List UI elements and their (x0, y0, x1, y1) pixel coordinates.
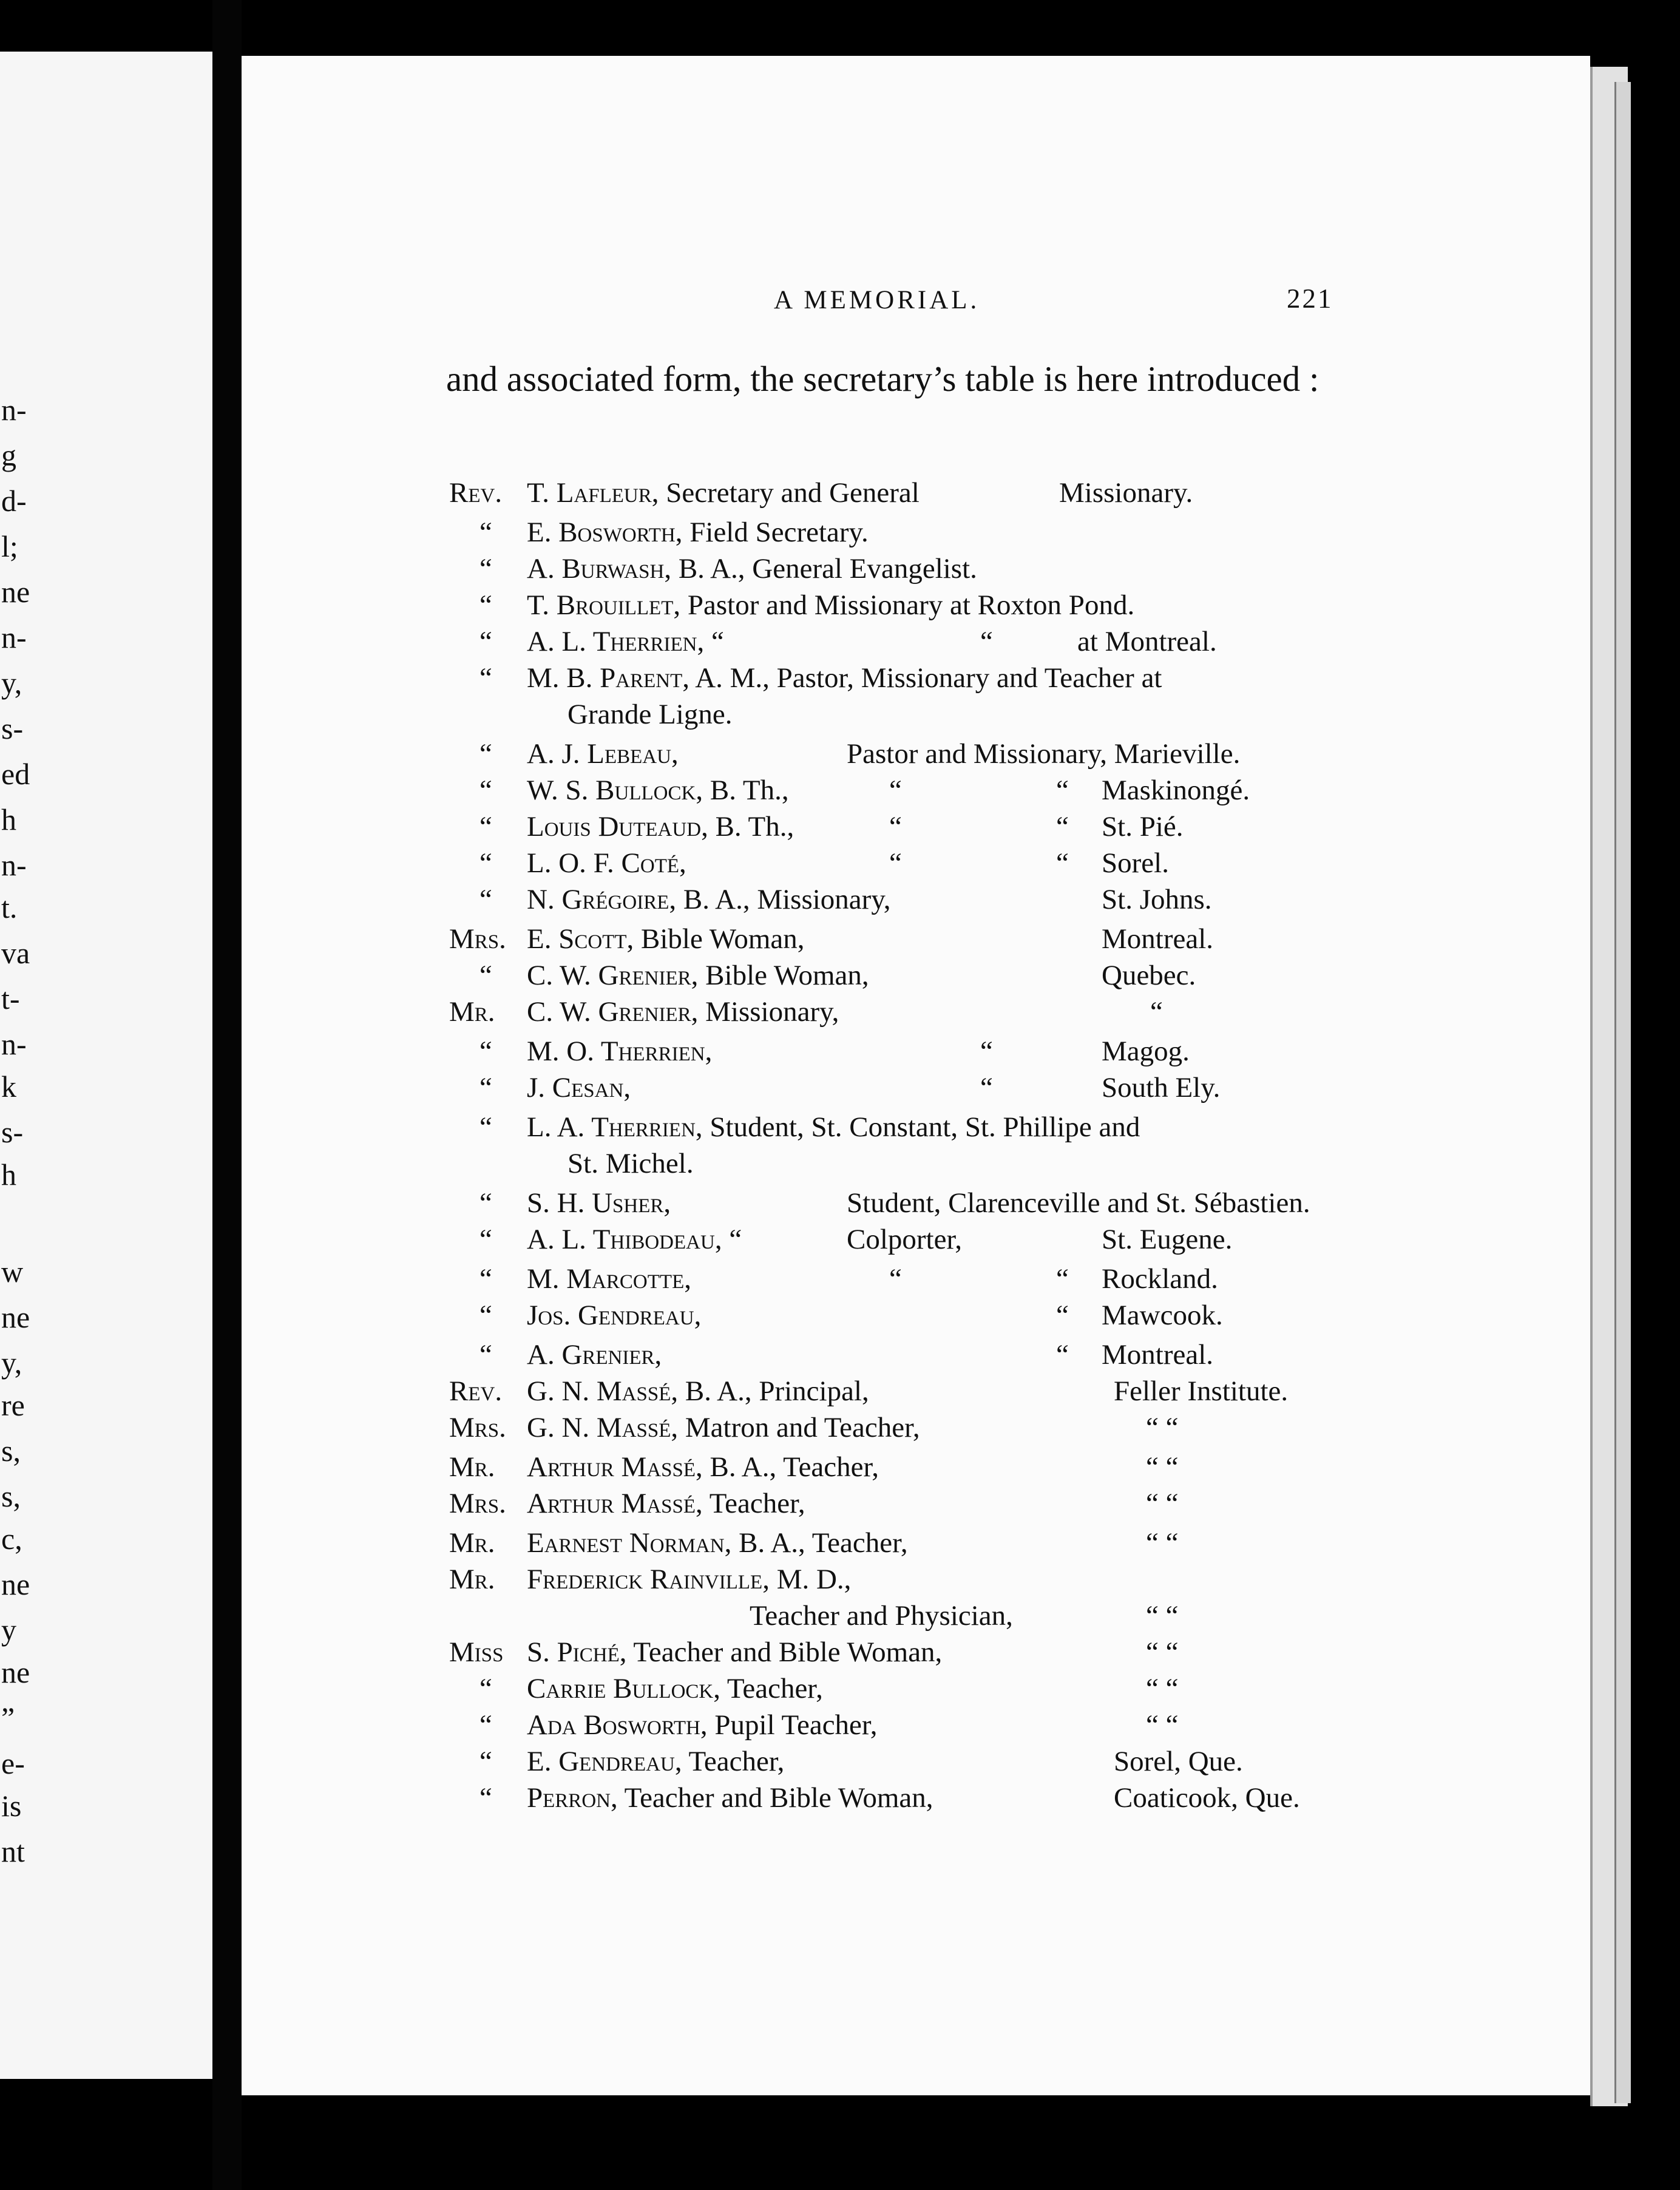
row-ditto: “ (980, 626, 993, 657)
row-place: Missionary. (1059, 477, 1193, 509)
row-name: E. Bosworth (527, 517, 676, 548)
row-role: , B. A., Teacher, (724, 1527, 908, 1559)
row-title: “ (479, 811, 492, 842)
row-name: Arthur Massé (527, 1451, 696, 1483)
row-title: Miss (449, 1636, 504, 1668)
row-role: , Teacher, (713, 1673, 823, 1704)
row-role: , B. A., General Evangelist. (664, 553, 977, 585)
row-role: , M. D., (762, 1564, 852, 1595)
row-role: , Teacher, (674, 1746, 785, 1777)
row-name: Perron (527, 1782, 611, 1814)
row-name: S. H. Usher (527, 1187, 664, 1219)
row-title: Rev. (449, 477, 503, 509)
row-title: “ (479, 589, 492, 621)
left-page-fragment: n- (1, 620, 27, 654)
row-title: “ (479, 553, 492, 585)
row-name: G. N. Massé (527, 1412, 671, 1443)
left-page-fragment: h (1, 802, 16, 836)
row-title: “ (479, 1036, 492, 1067)
row-name: N. Grégoire (527, 884, 669, 915)
row-place: Feller Institute. (1114, 1375, 1289, 1407)
row-title: “ (479, 1746, 492, 1777)
row-title: “ (479, 960, 492, 991)
left-page-fragment: s- (1, 711, 24, 745)
row-role: , Pupil Teacher, (700, 1709, 878, 1741)
left-page-fragment: s- (1, 1115, 24, 1149)
row-name: E. Gendreau (527, 1746, 675, 1777)
row-place: “ “ (1146, 1527, 1179, 1559)
left-page-fragment: l; (1, 529, 18, 563)
row-place: Maskinongé. (1102, 775, 1250, 806)
row-title: “ (479, 884, 492, 915)
row-name: G. N. Massé (527, 1375, 671, 1407)
row-ditto: “ (889, 847, 902, 879)
intro-paragraph: and associated form, the secretary’s table is here introduced : (446, 359, 1319, 399)
row-title: “ (479, 1709, 492, 1741)
row-name: Arthur Massé (527, 1488, 696, 1519)
row-name: A. Grenier (527, 1339, 655, 1371)
row-role: , “ (714, 1224, 742, 1255)
row-ditto: “ (1056, 847, 1069, 879)
row-place: Coaticook, Que. (1114, 1782, 1300, 1814)
row-place: Sorel, Que. (1114, 1746, 1243, 1777)
row-name: M. Marcotte (527, 1263, 685, 1295)
row-name: W. S. Bullock (527, 775, 696, 806)
row-name: Louis Duteaud (527, 811, 702, 842)
row-title: “ (479, 662, 492, 694)
row-ditto: “ (1056, 1263, 1069, 1295)
left-page-fragment: e- (1, 1746, 25, 1780)
left-page-fragment: y, (1, 1346, 22, 1380)
left-page-fragment: n- (1, 1027, 27, 1061)
row-title: Mr. (449, 1451, 495, 1483)
row-role: St. Michel. (567, 1148, 694, 1179)
left-page-fragment: n- (1, 848, 27, 882)
row-name: L. O. F. Coté (527, 847, 680, 879)
row-title: Mrs. (449, 1412, 506, 1443)
row-name: Jos. Gendreau (527, 1300, 694, 1331)
row-ditto: “ (1056, 811, 1069, 842)
left-page-fragment: ne (1, 1655, 30, 1689)
left-page-fragment: y, (1, 666, 22, 700)
row-title: Mrs. (449, 923, 506, 955)
row-role: , A. M., Pastor, Missionary and Teacher at (682, 662, 1162, 694)
row-title: “ (479, 1111, 492, 1143)
row-place: Rockland. (1102, 1263, 1218, 1295)
left-page-fragment: is (1, 1789, 22, 1823)
row-ditto: “ (980, 1072, 993, 1103)
row-title: “ (479, 517, 492, 548)
row-title: “ (479, 1339, 492, 1371)
row-name: S. Piché (527, 1636, 620, 1668)
row-name: A. Burwash (527, 553, 665, 585)
row-role: , Pastor and Missionary at Roxton Pond. (673, 589, 1135, 621)
row-title: “ (479, 775, 492, 806)
left-page-fragment: ed (1, 757, 30, 791)
row-name: E. Scott (527, 923, 627, 955)
row-role: , Matron and Teacher, (671, 1412, 920, 1443)
row-place: “ “ (1146, 1709, 1179, 1741)
row-name: T. Lafleur (527, 477, 652, 509)
row-ditto: “ (1056, 1339, 1069, 1371)
row-role: , (679, 847, 686, 879)
row-ditto: “ (889, 775, 902, 806)
row-role: Grande Ligne. (567, 699, 733, 730)
row-name: A. J. Lebeau (527, 738, 671, 770)
row-ditto: Colporter, (847, 1224, 962, 1255)
row-place: Sorel. (1102, 847, 1169, 879)
row-role: , B. A., Missionary, (669, 884, 891, 915)
row-ditto: “ (1056, 1300, 1069, 1331)
row-role: , B. A., Principal, (671, 1375, 869, 1407)
row-title: Mr. (449, 1527, 495, 1559)
row-title: “ (479, 1782, 492, 1814)
row-ditto: “ (889, 1263, 902, 1295)
left-page-fragment: ne (1, 575, 30, 609)
left-page-fragment: ne (1, 1567, 30, 1601)
row-title: “ (479, 1224, 492, 1255)
row-name: C. W. Grenier (527, 960, 691, 991)
row-role: , Teacher and Bible Woman, (619, 1636, 943, 1668)
left-page-fragment: c, (1, 1522, 22, 1556)
row-title: “ (479, 1263, 492, 1295)
row-place: “ “ (1146, 1488, 1179, 1519)
left-page-fragment: s, (1, 1479, 21, 1513)
left-page-fragment: ne (1, 1300, 30, 1334)
row-name: Earnest Norman (527, 1527, 725, 1559)
row-role: , “ (697, 626, 724, 657)
row-name: Ada Bosworth (527, 1709, 700, 1741)
row-role: , Missionary, (691, 996, 839, 1028)
row-name: M. B. Parent (527, 662, 683, 694)
row-place: St. Eugene. (1102, 1224, 1233, 1255)
row-title: “ (479, 1673, 492, 1704)
row-place: “ “ (1146, 1451, 1179, 1483)
left-page-fragment: g (1, 438, 16, 472)
row-name: A. L. Therrien (527, 626, 697, 657)
row-role: , (694, 1300, 702, 1331)
row-role: , (671, 738, 679, 770)
row-title: “ (479, 626, 492, 657)
row-place: Mawcook. (1102, 1300, 1223, 1331)
row-place: at Montreal. (1077, 626, 1217, 657)
row-name: C. W. Grenier (527, 996, 691, 1028)
row-name: J. Cesan (527, 1072, 624, 1103)
row-place: St. Johns. (1102, 884, 1212, 915)
row-title: “ (479, 847, 492, 879)
row-title: Mr. (449, 1564, 495, 1595)
left-page-fragment: s, (1, 1434, 21, 1468)
row-title: Mrs. (449, 1488, 506, 1519)
left-page-fragment: h (1, 1158, 16, 1192)
row-ditto: “ (1056, 775, 1069, 806)
row-place: “ “ (1146, 1412, 1179, 1443)
row-name: Carrie Bullock (527, 1673, 714, 1704)
left-page-fragment: n- (1, 393, 27, 427)
row-title: “ (479, 1187, 492, 1219)
left-page-fragment: t- (1, 981, 20, 1015)
left-page-fragment: y (1, 1613, 16, 1647)
row-title: Mr. (449, 996, 495, 1028)
row-ditto: Student, Clarenceville and St. Sébastien. (847, 1187, 1310, 1219)
row-role: , B. Th., (696, 775, 789, 806)
row-role: , (623, 1072, 631, 1103)
row-place: South Ely. (1102, 1072, 1221, 1103)
row-place: Montreal. (1102, 1339, 1214, 1371)
row-role: , Field Secretary. (675, 517, 869, 548)
row-role: , (663, 1187, 671, 1219)
row-name: Frederick Rainville (527, 1564, 763, 1595)
row-title: “ (479, 738, 492, 770)
left-page-fragment: re (1, 1388, 25, 1422)
row-place: “ (1150, 996, 1163, 1028)
row-role: , B. A., Teacher, (696, 1451, 879, 1483)
row-place: Montreal. (1102, 923, 1214, 955)
row-title: “ (479, 1072, 492, 1103)
row-ditto: “ (889, 811, 902, 842)
left-page-fragment: nt (1, 1834, 25, 1868)
left-page-fragment: k (1, 1070, 16, 1103)
row-name: L. A. Therrien (527, 1111, 696, 1143)
row-role: , Bible Woman, (626, 923, 805, 955)
row-place: “ “ (1146, 1636, 1179, 1668)
left-page-fragment: ” (1, 1701, 15, 1735)
row-name: T. Brouillet (527, 589, 674, 621)
row-place: “ “ (1146, 1600, 1179, 1632)
row-place: “ “ (1146, 1673, 1179, 1704)
row-name: A. L. Thibodeau (527, 1224, 715, 1255)
row-role: , Secretary and General (651, 477, 920, 509)
row-title: “ (479, 1300, 492, 1331)
row-role: , Teacher and Bible Woman, (610, 1782, 933, 1814)
page-number: 221 (1287, 283, 1333, 314)
row-role: Teacher and Physician, (750, 1600, 1013, 1632)
row-name: M. O. Therrien (527, 1036, 705, 1067)
row-role: , Student, St. Constant, St. Phillipe and (695, 1111, 1140, 1143)
row-place: Magog. (1102, 1036, 1190, 1067)
left-page-fragment: va (1, 936, 30, 970)
row-role: , (705, 1036, 713, 1067)
row-role: , (654, 1339, 662, 1371)
row-role: , Bible Woman, (691, 960, 869, 991)
row-role: , (684, 1263, 691, 1295)
running-title: A MEMORIAL. (774, 286, 980, 314)
left-page-fragment: t. (1, 890, 18, 924)
left-page-fragment: d- (1, 484, 27, 518)
row-place: Quebec. (1102, 960, 1196, 991)
row-ditto: Pastor and Missionary, Marieville. (847, 738, 1241, 770)
row-role: , Teacher, (696, 1488, 805, 1519)
row-role: , B. Th., (701, 811, 794, 842)
left-page-fragment: w (1, 1255, 24, 1289)
row-title: Rev. (449, 1375, 503, 1407)
row-place: St. Pié. (1102, 811, 1184, 842)
row-ditto: “ (980, 1036, 993, 1067)
